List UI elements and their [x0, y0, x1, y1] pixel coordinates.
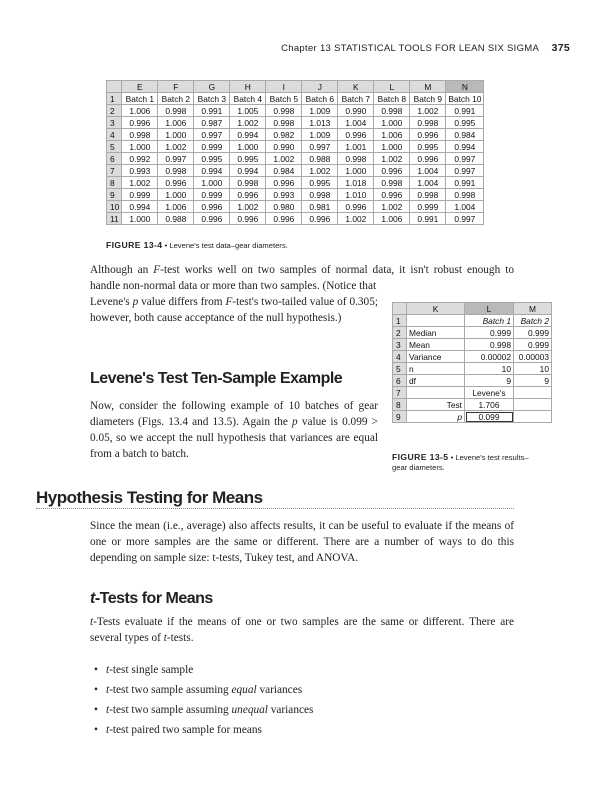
- column-header-row: [393, 303, 552, 315]
- table-cell[interactable]: 0.996: [122, 117, 158, 129]
- table-cell[interactable]: 0.996: [158, 177, 194, 189]
- table-cell[interactable]: 0.999: [514, 339, 552, 351]
- table-cell[interactable]: Batch 10: [446, 93, 484, 105]
- figure-caption-13-4: [106, 240, 288, 250]
- text-run: -test two sample assuming: [109, 684, 232, 696]
- table-cell[interactable]: 0.998: [374, 105, 410, 117]
- table-cell[interactable]: 0.988: [302, 153, 338, 165]
- table-cell[interactable]: 0.997: [302, 141, 338, 153]
- list-item: [104, 720, 313, 740]
- table-cell[interactable]: 0.994: [446, 141, 484, 153]
- row-header[interactable]: 7: [393, 387, 407, 399]
- table-cell[interactable]: 0.996: [194, 213, 230, 225]
- column-header-selected[interactable]: L: [465, 303, 514, 315]
- paragraph-intro: [90, 262, 514, 294]
- text-run: variances: [256, 684, 303, 696]
- row-header[interactable]: 5: [393, 363, 407, 375]
- row-header[interactable]: 6: [107, 153, 122, 165]
- table-cell[interactable]: [407, 387, 465, 399]
- table-row: [393, 315, 552, 327]
- table-cell[interactable]: Batch 3: [194, 93, 230, 105]
- row-header[interactable]: 3: [393, 339, 407, 351]
- row-header[interactable]: 8: [393, 399, 407, 411]
- table-cell[interactable]: Batch 2: [514, 315, 552, 327]
- row-header[interactable]: 6: [393, 375, 407, 387]
- table-cell[interactable]: 1.000: [158, 129, 194, 141]
- table-cell[interactable]: 1.000: [194, 177, 230, 189]
- table-cell[interactable]: 0.999: [465, 327, 514, 339]
- table-cell[interactable]: 0.996: [230, 189, 266, 201]
- table-cell[interactable]: 1.006: [158, 201, 194, 213]
- table-cell[interactable]: 0.099: [465, 411, 514, 423]
- table-cell[interactable]: 0.994: [122, 201, 158, 213]
- column-header[interactable]: H: [230, 81, 266, 93]
- text-run: p: [132, 296, 139, 308]
- table-row: [107, 165, 484, 177]
- text-run: equal: [231, 684, 257, 696]
- table-cell[interactable]: 1.006: [158, 117, 194, 129]
- levene-results-table: [392, 302, 552, 423]
- table-cell[interactable]: 0.996: [302, 213, 338, 225]
- caption-text: Levene's test data–gear diameters.: [169, 241, 288, 250]
- table-row: [107, 141, 484, 153]
- table-cell[interactable]: 1.000: [158, 189, 194, 201]
- table-row: [107, 93, 484, 105]
- section-heading: Hypothesis Testing for Means: [36, 488, 263, 507]
- column-header[interactable]: J: [302, 81, 338, 93]
- table-cell[interactable]: p: [407, 411, 465, 423]
- column-header[interactable]: I: [266, 81, 302, 93]
- table-cell[interactable]: 1.013: [302, 117, 338, 129]
- table-cell[interactable]: 0.996: [338, 129, 374, 141]
- table-cell[interactable]: 1.002: [374, 153, 410, 165]
- table-cell[interactable]: 1.000: [338, 165, 374, 177]
- subheading-ten-sample: Levene's Test Ten-Sample Example: [90, 370, 343, 387]
- table-cell[interactable]: 0.991: [410, 213, 446, 225]
- table-cell[interactable]: 0.998: [230, 177, 266, 189]
- row-header[interactable]: 8: [107, 177, 122, 189]
- table-cell[interactable]: 9: [514, 375, 552, 387]
- column-header[interactable]: M: [514, 303, 552, 315]
- text-run: variances: [267, 704, 314, 716]
- table-cell[interactable]: 10: [465, 363, 514, 375]
- text-run: F: [225, 296, 233, 308]
- table-cell[interactable]: 1.006: [374, 213, 410, 225]
- table-row: [107, 129, 484, 141]
- text-run: t: [90, 616, 94, 628]
- row-header[interactable]: 2: [393, 327, 407, 339]
- text-run: -Tests evaluate if the means of one or two samples are the same or different. There are several types of: [90, 616, 514, 644]
- table-cell[interactable]: 0.996: [374, 189, 410, 201]
- table-cell[interactable]: 1.002: [122, 177, 158, 189]
- column-header[interactable]: M: [410, 81, 446, 93]
- table-row: [107, 189, 484, 201]
- table-cell[interactable]: 0.994: [230, 165, 266, 177]
- table-cell[interactable]: 0.998: [410, 117, 446, 129]
- text-run: -tests.: [166, 632, 194, 644]
- table-cell[interactable]: Test: [407, 399, 465, 411]
- table-row: [107, 105, 484, 117]
- table-cell[interactable]: Batch 1: [465, 315, 514, 327]
- table-cell[interactable]: 0.997: [158, 153, 194, 165]
- table-row: [393, 375, 552, 387]
- table-row: [107, 117, 484, 129]
- table-cell[interactable]: 0.992: [122, 153, 158, 165]
- table-row: [393, 387, 552, 399]
- table-cell[interactable]: 0.995: [410, 141, 446, 153]
- table-cell[interactable]: 0.995: [230, 153, 266, 165]
- list-item: [104, 700, 313, 720]
- text-run: Now, consider the following example of 10 batches of gear diameters (Figs. 13.4 and 13.5). Again the: [90, 400, 378, 428]
- table-cell[interactable]: Batch 6: [302, 93, 338, 105]
- paragraph-ten-sample: [90, 398, 378, 462]
- table-cell[interactable]: 0.997: [446, 153, 484, 165]
- text-run: F: [153, 264, 161, 276]
- table-cell[interactable]: 0.997: [194, 129, 230, 141]
- table-cell[interactable]: 1.002: [266, 153, 302, 165]
- table-cell[interactable]: 1.002: [410, 105, 446, 117]
- table-cell[interactable]: 1.002: [338, 213, 374, 225]
- column-header[interactable]: F: [158, 81, 194, 93]
- text-run: Although an: [90, 264, 154, 276]
- row-header[interactable]: 3: [107, 117, 122, 129]
- table-cell[interactable]: 0.981: [302, 201, 338, 213]
- table-cell[interactable]: 0.994: [194, 165, 230, 177]
- table-cell[interactable]: Mean: [407, 339, 465, 351]
- table-cell[interactable]: 0.999: [410, 201, 446, 213]
- table-cell[interactable]: 1.001: [338, 141, 374, 153]
- table-cell[interactable]: 0.993: [122, 165, 158, 177]
- row-header[interactable]: 9: [107, 189, 122, 201]
- subheading-t-tests: [90, 590, 213, 608]
- table-cell[interactable]: [514, 399, 552, 411]
- table-cell[interactable]: 9: [465, 375, 514, 387]
- table-cell[interactable]: 0.984: [446, 129, 484, 141]
- table-cell[interactable]: Batch 8: [374, 93, 410, 105]
- table-cell[interactable]: [514, 387, 552, 399]
- text-run: value is 0.099 > 0.05, so we accept the null hypothesis that variances are equal from a batch to batch.: [90, 416, 378, 460]
- table-cell[interactable]: 0.998: [465, 339, 514, 351]
- table-cell[interactable]: 1.009: [302, 129, 338, 141]
- table-cell[interactable]: Batch 9: [410, 93, 446, 105]
- table-cell[interactable]: 0.998: [338, 153, 374, 165]
- table-cell[interactable]: 0.980: [266, 201, 302, 213]
- table-cell[interactable]: 1.004: [410, 177, 446, 189]
- table-cell[interactable]: 0.998: [374, 177, 410, 189]
- row-header[interactable]: 7: [107, 165, 122, 177]
- table-row: [107, 201, 484, 213]
- table-cell[interactable]: 1.009: [302, 105, 338, 117]
- table-cell[interactable]: 1.004: [446, 201, 484, 213]
- text-run: t: [90, 590, 95, 607]
- figure-label: FIGURE 13-4: [106, 240, 163, 250]
- list-item: [104, 660, 313, 680]
- caption-separator: •: [162, 241, 170, 250]
- text-run: -test's two-tailed value of 0.305; however, both cause acceptance of the null hypothesis.): [90, 296, 378, 324]
- table-cell[interactable]: 0.999: [514, 327, 552, 339]
- table-cell[interactable]: Variance: [407, 351, 465, 363]
- table-cell[interactable]: [514, 411, 552, 423]
- row-header[interactable]: 2: [107, 105, 122, 117]
- column-header[interactable]: G: [194, 81, 230, 93]
- table-cell[interactable]: 0.991: [194, 105, 230, 117]
- column-header-selected[interactable]: N: [446, 81, 484, 93]
- table-cell[interactable]: 0.998: [266, 105, 302, 117]
- table-cell[interactable]: [407, 315, 465, 327]
- table-cell[interactable]: 0.997: [446, 165, 484, 177]
- table-cell[interactable]: 0.995: [194, 153, 230, 165]
- table-cell[interactable]: 0.984: [266, 165, 302, 177]
- text-run: -test works well on two samples of normal data, it isn't robust enough to handle non-normal data or more than two samples. (Notice that: [90, 264, 514, 292]
- table-cell[interactable]: 0.999: [194, 189, 230, 201]
- table-cell[interactable]: 1.706: [465, 399, 514, 411]
- table-cell[interactable]: 0.996: [266, 213, 302, 225]
- table-cell[interactable]: 0.998: [266, 117, 302, 129]
- table-cell[interactable]: 0.991: [446, 105, 484, 117]
- table-cell[interactable]: n: [407, 363, 465, 375]
- table-row: [393, 411, 552, 423]
- paragraph-t-tests: [90, 614, 514, 646]
- figure-label: FIGURE 13-5: [392, 452, 449, 462]
- table-cell[interactable]: 0.999: [194, 141, 230, 153]
- table-cell[interactable]: 0.998: [446, 189, 484, 201]
- chapter-title: STATISTICAL TOOLS FOR LEAN SIX SIGMA: [334, 43, 539, 54]
- row-header[interactable]: 4: [393, 351, 407, 363]
- text-run: t: [106, 664, 110, 676]
- table-cell[interactable]: 1.005: [230, 105, 266, 117]
- caption-text: Levene's test results–gear diameters.: [392, 453, 529, 472]
- table-cell[interactable]: 1.000: [122, 213, 158, 225]
- table-cell[interactable]: 0.995: [302, 177, 338, 189]
- text-run: p: [292, 416, 298, 428]
- table-row: [393, 363, 552, 375]
- table-row: [393, 351, 552, 363]
- text-run: t: [106, 684, 110, 696]
- table-cell[interactable]: 1.000: [374, 141, 410, 153]
- column-header[interactable]: K: [407, 303, 465, 315]
- table-cell[interactable]: 1.018: [338, 177, 374, 189]
- row-header[interactable]: 4: [107, 129, 122, 141]
- table-cell[interactable]: 0.990: [338, 105, 374, 117]
- text-run: t: [106, 704, 110, 716]
- table-cell[interactable]: 0.998: [158, 105, 194, 117]
- row-header[interactable]: 9: [393, 411, 407, 423]
- table-cell[interactable]: 0.996: [230, 213, 266, 225]
- table-cell[interactable]: 0.997: [446, 213, 484, 225]
- corner-cell: [107, 81, 122, 93]
- figure-caption-13-5: [392, 452, 542, 473]
- table-cell[interactable]: 0.987: [194, 117, 230, 129]
- table-cell[interactable]: 1.000: [122, 141, 158, 153]
- table-cell[interactable]: Batch 5: [266, 93, 302, 105]
- table-cell[interactable]: 0.994: [230, 129, 266, 141]
- table-cell[interactable]: 0.996: [374, 165, 410, 177]
- table-cell[interactable]: 0.993: [266, 189, 302, 201]
- table-cell[interactable]: 0.00003: [514, 351, 552, 363]
- text-run: value differs from: [138, 296, 226, 308]
- column-header[interactable]: E: [122, 81, 158, 93]
- row-header[interactable]: 11: [107, 213, 122, 225]
- table-row: [107, 153, 484, 165]
- table-cell[interactable]: 0.991: [446, 177, 484, 189]
- text-run: Levene's: [90, 296, 133, 308]
- table-row: [107, 177, 484, 189]
- table-cell[interactable]: 10: [514, 363, 552, 375]
- table-cell[interactable]: 0.996: [410, 153, 446, 165]
- text-run: t: [106, 724, 110, 736]
- row-header[interactable]: 1: [107, 93, 122, 105]
- table-row: [393, 327, 552, 339]
- levene-data-table: [106, 80, 484, 225]
- text-run: -test paired two sample for means: [109, 724, 262, 736]
- paragraph-means: Since the mean (i.e., average) also affects results, it can be useful to evaluate if the means of one or more samples are the same or different. There are a number of ways to do this depending on sample size: t-tests, Tukey test, and ANOVA.: [90, 520, 514, 564]
- table-cell[interactable]: 0.00002: [465, 351, 514, 363]
- chapter-label: Chapter 13: [281, 43, 332, 54]
- caption-separator: •: [448, 453, 456, 462]
- table-cell[interactable]: Median: [407, 327, 465, 339]
- table-row: [393, 399, 552, 411]
- table-cell[interactable]: 1.004: [410, 165, 446, 177]
- table-cell[interactable]: Batch 1: [122, 93, 158, 105]
- text-run: -test two sample assuming: [109, 704, 232, 716]
- row-header[interactable]: 5: [107, 141, 122, 153]
- table-cell[interactable]: 0.996: [338, 201, 374, 213]
- row-header[interactable]: 1: [393, 315, 407, 327]
- table-cell[interactable]: df: [407, 375, 465, 387]
- table-cell[interactable]: 1.000: [374, 117, 410, 129]
- table-cell[interactable]: 0.998: [410, 189, 446, 201]
- table-cell[interactable]: 0.998: [302, 189, 338, 201]
- table-cell[interactable]: 1.002: [374, 201, 410, 213]
- table-cell[interactable]: 0.996: [194, 201, 230, 213]
- table-cell[interactable]: 0.999: [122, 189, 158, 201]
- table-cell[interactable]: 1.004: [338, 117, 374, 129]
- table-cell[interactable]: Batch 4: [230, 93, 266, 105]
- table-cell[interactable]: Batch 7: [338, 93, 374, 105]
- table-row: [107, 213, 484, 225]
- t-test-list: [104, 660, 313, 740]
- table-cell[interactable]: 1.000: [230, 141, 266, 153]
- table-cell[interactable]: 1.002: [158, 141, 194, 153]
- text-run: -Tests for Means: [94, 590, 213, 607]
- table-cell[interactable]: 1.002: [302, 165, 338, 177]
- table-cell[interactable]: 1.002: [230, 117, 266, 129]
- table-cell[interactable]: 0.998: [158, 165, 194, 177]
- page-number: 375: [551, 42, 570, 54]
- running-head: [281, 42, 570, 54]
- list-item: [104, 680, 313, 700]
- table-cell[interactable]: 0.988: [158, 213, 194, 225]
- table-cell[interactable]: 1.006: [374, 129, 410, 141]
- text-run: -test single sample: [109, 664, 194, 676]
- table-row: [393, 339, 552, 351]
- text-run: unequal: [231, 704, 268, 716]
- table-cell[interactable]: 1.010: [338, 189, 374, 201]
- table-cell[interactable]: Batch 2: [158, 93, 194, 105]
- table-cell[interactable]: 0.998: [122, 129, 158, 141]
- table-cell[interactable]: 0.996: [410, 129, 446, 141]
- table-cell[interactable]: 1.006: [122, 105, 158, 117]
- table-cell[interactable]: Levene's: [465, 387, 514, 399]
- section-divider: [36, 508, 514, 509]
- column-header-row: [107, 81, 484, 93]
- table-cell[interactable]: 0.995: [446, 117, 484, 129]
- table-cell[interactable]: 0.996: [266, 177, 302, 189]
- corner-cell: [393, 303, 407, 315]
- paragraph-intro-continued: [90, 294, 378, 326]
- text-run: t: [163, 632, 167, 644]
- row-header[interactable]: 10: [107, 201, 122, 213]
- table-cell[interactable]: 0.990: [266, 141, 302, 153]
- table-cell[interactable]: 0.982: [266, 129, 302, 141]
- table-cell[interactable]: 1.002: [230, 201, 266, 213]
- column-header[interactable]: L: [374, 81, 410, 93]
- column-header[interactable]: K: [338, 81, 374, 93]
